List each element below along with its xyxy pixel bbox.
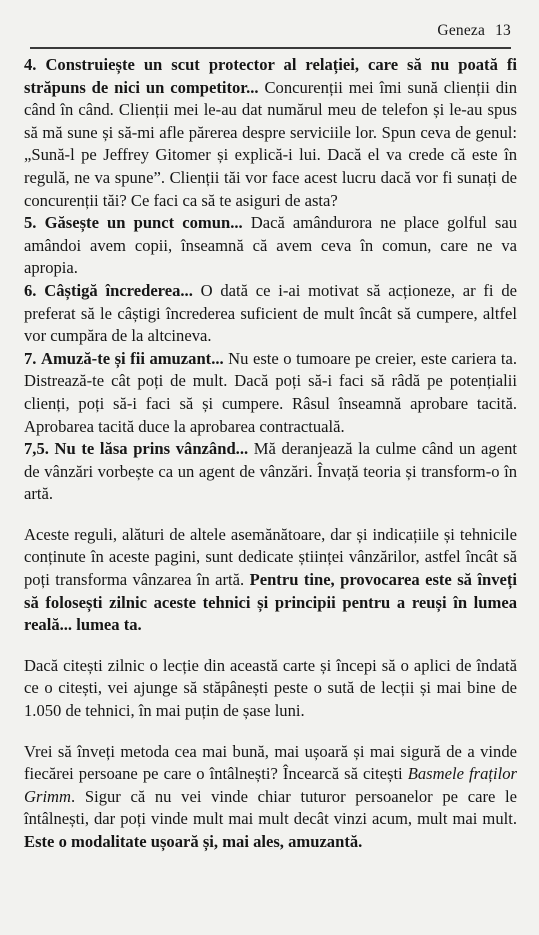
rule-body: O dată ce i-ai motivat să acționeze, ar fi de preferat să le câștigi încrederea suficient de mult încât să cumpere, altfel vor cumpăra de la altcineva. [24,280,517,346]
rule-item [24,438,517,506]
rule-item [24,280,517,348]
paragraph-text: Vrei să înveți metoda cea mai bună, mai ușoară și mai sigură de a vinde fiecărei persoane pe care o întâlnești? Încearcă să citești [24,741,517,784]
running-title: Geneza [437,22,486,39]
rule-number: 7. [24,348,37,368]
rule-title: Câștigă încrederea... [44,280,193,300]
rule-number: 4. [24,55,37,74]
paragraph-text: Dacă citești zilnic o lecție din această carte și începi să o aplici de îndată ce o citești, vei ajunge să stăpânești peste o sută de lecții și mai bine de 1.050 de tehnici, în mai puțin de șase luni. [24,655,517,721]
rule-number: 6. [24,280,37,300]
page-body [24,54,517,854]
rule-body: Dacă amândurora ne place golful sau amândoi avem copii, înseamnă că avem ceva în comun, care ne va apropia. [24,213,517,278]
paragraph-text: Aceste reguli, alături de altele asemănătoare, dar și indicațiile și tehnicile conținute în aceste pagini, sunt dedicate științei vânzărilor, astfel încât să poți transforma vânzarea în artă. [24,524,517,590]
rule-title: Găsește un punct comun... [44,213,243,233]
running-header [437,22,511,40]
rule-body: Concurenții mei îmi sună clienții din când în când. Clienții mei le-au dat numărul meu de telefon și le-au spus să mă sune și să-mi afle părerea despre serviciile lor. Spun ceva de genul: „Sună-l pe Jeffrey Gitomer și explică-i lui. Dacă el va crede că este în regulă, ne va spune”. Clienții tăi vor face acest lucru dacă vor fi sunați de concurenții tăi? Ce faci ca să te asiguri de asta? [24,77,517,210]
paragraph-text: . Sigur că nu vei vinde chiar tuturor persoanelor pe care le întâlnești, dar poți vinde mult mai mult decât vinzi acum, mult mai mult. [24,786,517,829]
rule-number: 7,5. [24,439,49,459]
paragraph-emphasis: Este o modalitate ușoară și, mai ales, amuzantă. [24,832,363,851]
paragraph-emphasis: Pentru tine, provocarea este să înveți să folosești zilnic aceste tehnici și principii pentru a reuși în lumea reală... lumea ta. [24,570,517,635]
paragraph [24,524,517,637]
rule-title: Amuză-te și fii amuzant... [40,348,224,368]
rule-title: Nu te lăsa prins vânzând... [54,439,249,459]
rule-item [24,212,517,280]
rule-item [24,348,517,438]
rule-item [24,54,517,212]
paragraph [24,655,517,723]
rule-title: Construiește un scut protector al relației, care să nu poată fi străpuns de nici un competitor... [24,55,517,97]
header-rule [30,47,511,49]
rule-body: Mă deranjează la culme când un agent de vânzări vorbește ca un agent de vânzări. Învață teoria și transform-o în artă. [24,439,517,504]
rule-number: 5. [24,213,37,233]
paragraph [24,741,517,854]
book-title: Basmele fraților Grimm [24,764,517,806]
rule-body: Nu este o tumoare pe creier, este cariera ta. Distrează-te cât poți de mult. Dacă poți să-i faci să râdă pe potențialii clienți, poți să-i faci să și cumpere. Râsul înseamnă aprobare tacită. Aprobarea tacită duce la aprobarea contractuală. [24,348,517,436]
page-number: 13 [495,22,511,39]
